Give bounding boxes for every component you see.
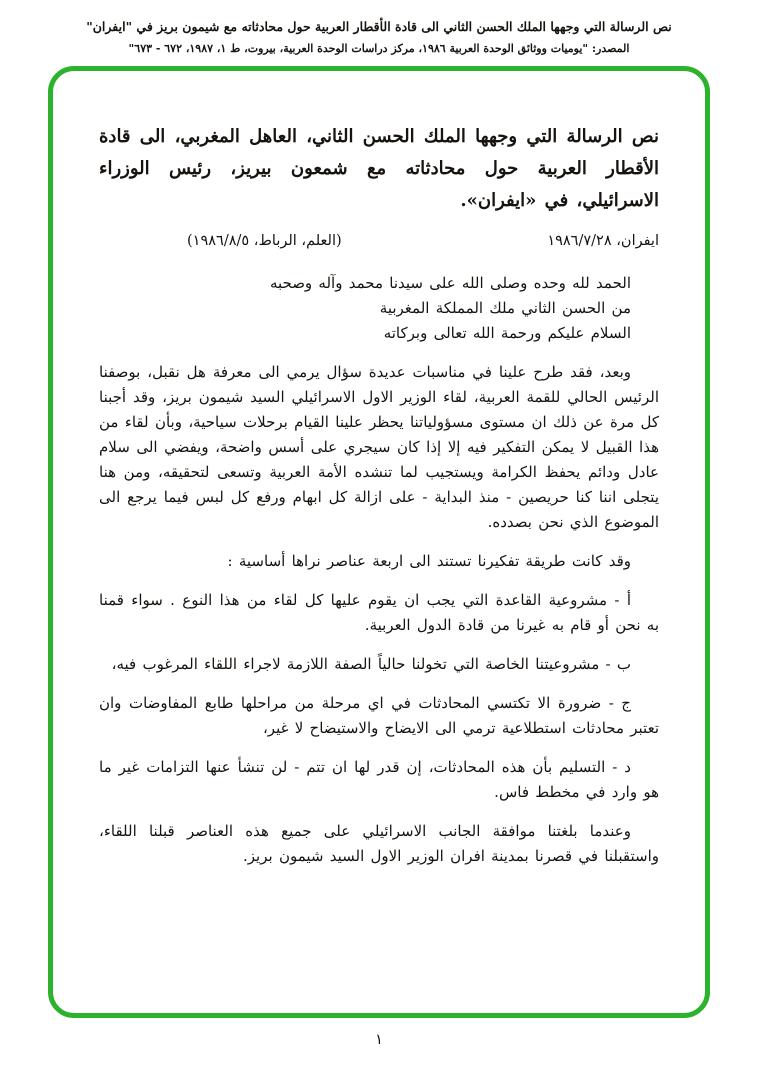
document-body — [99, 271, 659, 869]
dateline-publication: (العلم، الرباط، ٥‏/‏٨‏/‏١٩٨٦) — [187, 233, 342, 250]
page-number: ١ — [375, 1032, 383, 1049]
header-source: المصدر: "يوميات ووثائق الوحدة العربية ١٩٨٦، مركز دراسات الوحدة العربية، بيروت، ط ١، ١٩٨٧، ٦٧٢ - ٦٧٣" — [128, 41, 630, 55]
paragraph-opening-praise: الحمد لله وحده وصلى الله على سيدنا محمد وآله وصحبه — [269, 274, 631, 293]
paragraph-intro: وبعد، فقد طرح علينا في مناسبات عديدة سؤال يرمي الى معرفة هل نقبل، بوصفنا الرئيس الحالي للقمة العربية، لقاء الوزير الاول الاسرائيلي السيد شيمون بريز، وقد أجبنا كل مرة عن ذلك ان مستوى مسؤولياتنا يحظر علينا القيام برحلات سياحية، وبأن لقاء من هذا القبيل لا يمكن التفكير فيه إلا إذا كان سيجري على أسس واضحة، ويفضي الى سلام عادل ودائم يحفظ الكرامة ويستجيب لما تنشده الأمة العربية وتسعى لتحقيقه، ومن هنا يتجلى اننا كنا حريصين - منذ البداية - على ازالة كل ابهام ورفع كل لبس فيما يرجع الى الموضوع الذي نحن بصدده. — [99, 363, 659, 532]
paragraph-item-ba: ب - مشروعيتنا الخاصة التي تخولنا حالياً الصفة اللازمة لاجراء اللقاء المرغوب فيه، — [111, 655, 631, 674]
dateline — [99, 233, 659, 249]
document-frame — [48, 66, 710, 1018]
dateline-place-date: ايفران، ٢٨‏/‏٧‏/‏١٩٨٦ — [547, 233, 659, 250]
page-header — [17, 16, 741, 58]
paragraph-item-jeem: ج - ضرورة الا تكتسي المحادثات في اي مرحلة من مراحلها طابع المفاوضات وان تعتبر محادثات استطلاعية ترمي الى الايضاح والاستيضاح لا غير، — [99, 694, 659, 738]
paragraph-sender: من الحسن الثاني ملك المملكة المغربية — [379, 299, 631, 318]
paragraph-closing: وعندما بلغتنا موافقة الجانب الاسرائيلي على جميع هذه العناصر قبلنا اللقاء، واستقبلنا في قصرنا بمدينة افران الوزير الاول السيد شيمون بريز. — [99, 822, 659, 866]
header-title: نص الرسالة التي وجهها الملك الحسن الثاني الى قادة الأقطار العربية حول محادثاته مع شيمون بريز في "ايفران" — [86, 19, 672, 34]
paragraph-item-alef: أ - مشروعية القاعدة التي يجب ان يقوم عليها كل لقاء من هذا النوع . سواء قمنا به نحن أو قام به غيرنا من قادة الدول العربية. — [99, 591, 659, 635]
document-title: نص الرسالة التي وجهها الملك الحسن الثاني، العاهل المغربي، الى قادة الأقطار العربية حول محادثاته مع شمعون بيريز، رئيس الوزراء الاسرائيلي، في «ايفران». — [99, 126, 659, 212]
paragraph-item-dal: د - التسليم بأن هذه المحادثات، إن قدر لها ان تتم - لن تنشأ عنها التزامات غير ما هو وارد في مخطط فاس. — [99, 758, 659, 802]
paragraph-greeting: السلام عليكم ورحمة الله تعالى وبركاته — [383, 324, 631, 343]
paragraph-elements-intro: وقد كانت طريقة تفكيرنا تستند الى اربعة عناصر نراها أساسية : — [227, 552, 631, 571]
